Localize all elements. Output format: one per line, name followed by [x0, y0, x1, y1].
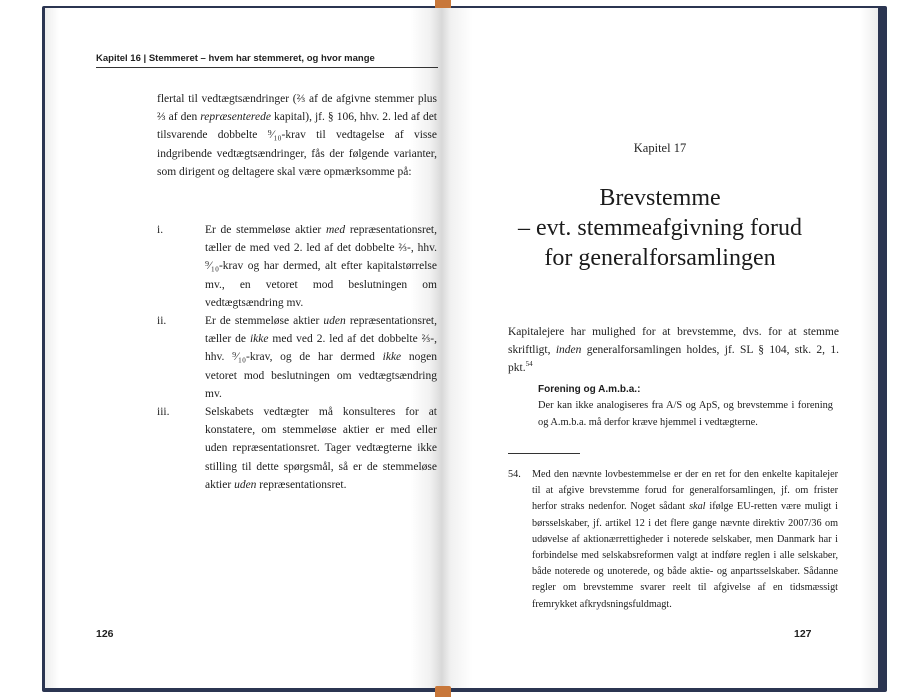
list-item [157, 403, 437, 494]
note-box-title: Forening og A.m.b.a.: [538, 384, 641, 395]
chapter-title-line: – evt. stemmeafgivning forud [518, 215, 802, 241]
emphasis-text: repræsenterede [200, 111, 271, 124]
emphasis-text: uden [323, 315, 346, 328]
emphasis-text: inden [555, 344, 582, 357]
text-run: generalforsamlingen holdes, jf. SL § 104, stk. 2, 1. pkt. [508, 344, 839, 375]
note-box [538, 382, 833, 431]
footnote-divider [508, 453, 580, 454]
text-run: Er de stemmeløse aktier [205, 315, 324, 328]
text-run: repræsentationsret, tæller de med ved 2. led af det dobbelte ⅔-, hhv. ⁹⁄₁₀-krav og har dermed, alt efter kapitalstørrelse mv., en vetoret mod beslutningen om vedtægtsændring mv. [205, 224, 437, 309]
chapter-label: Kapitel 17 [633, 141, 687, 155]
text-run: flertal til vedtægtsændringer (⅔ af de afgivne stemmer plus ⅔ af den [157, 93, 437, 124]
text-run: Med den nævnte lovbestemmelse er der en ret for den enkelte kapitalejer til at afgive brevstemme forud for generalforsamlingen, jf. om frister herfor straks nedenfor. Noget sådant [532, 469, 838, 513]
text-run: ifølge EU-retten være muligt i børsselskaber, jf. artikel 12 i det flere gange nævnte direktiv 2007/36 om udøvelse af aktionærrettigheder i noterede selskaber, men Danmark har i forbindelse med selskabsreformen valgt at indføre reglen i alle selskaber, både noterede og unoterede, og både aktie- og anpartsselskaber. Sådanne regler om brevstemme svarer reelt til afgivelse af en tidsmæssigt fremrykket afkrydsningsfuldmagt. [532, 501, 838, 610]
running-header: Kapitel 16 | Stemmeret – hvem har stemmeret, og hvor mange [96, 53, 438, 68]
emphasis-text: skal [689, 501, 706, 513]
emphasis-text: ikke [382, 351, 402, 364]
text-run: Er de stemmeløse aktier [205, 224, 326, 236]
right-page [442, 8, 878, 688]
emphasis-text: uden [234, 478, 257, 491]
emphasis-text: med [325, 224, 346, 236]
right-paragraph [508, 323, 839, 378]
text-run: Kapitalejere har mulighed for at brevstemme, dvs. for at stemme skriftligt, [508, 326, 839, 357]
list-number: iii. [157, 406, 170, 419]
chapter-title [442, 183, 878, 273]
text-run: med ved 2. led af det dobbelte ⅔-, hhv. ⁹⁄₁₀-krav, og de har dermed [205, 333, 437, 364]
variant-list [157, 221, 437, 494]
text-run: Selskabets vedtægter må konsulteres for at konstatere, om stemmeløse aktier er med eller uden repræsentationsret. Tager vedtægterne ikke stilling til dette spørgsmål, så er de stemmeløse aktier [205, 406, 437, 491]
footnote [508, 467, 838, 613]
list-number: i. [157, 224, 164, 236]
footnote-number: 54. [508, 469, 521, 480]
text-run: nogen vetoret mod beslutningen om vedtægtsændring mv. [205, 351, 437, 400]
chapter-title-line: for generalforsamlingen [544, 245, 776, 271]
emphasis-text: ikke [249, 333, 269, 346]
list-text [205, 406, 437, 491]
text-run: repræsentationsret, tæller de [205, 315, 438, 346]
list-item [157, 221, 437, 312]
bookmark-ribbon-bottom [435, 686, 451, 697]
list-text [205, 224, 437, 309]
footnote-text [532, 467, 838, 613]
list-item [157, 312, 437, 403]
list-text [205, 315, 437, 400]
text-run: kapital), jf. § 106, hhv. 2. led af det tilsvarende dobbelte ⁹⁄₁₀-krav til vedtagelse af visse indgribende vedtægtsændringer, fås der følgende varianter, som dirigent og deltagere skal være opmærksomme på: [157, 111, 437, 178]
page-number-right: 127 [794, 628, 812, 640]
list-number: ii. [157, 315, 167, 328]
left-paragraph [157, 90, 437, 181]
footnote-ref: 54 [525, 360, 533, 369]
page-number-left: 126 [96, 628, 114, 640]
left-page [45, 8, 442, 688]
note-box-text: Der kan ikke analogiseres fra A/S og ApS, og brevstemme i forening og A.m.b.a. må derfor kræve hjemmel i vedtægterne. [538, 400, 833, 428]
text-run: repræsentationsret. [256, 478, 347, 491]
chapter-title-line: Brevstemme [599, 185, 721, 211]
